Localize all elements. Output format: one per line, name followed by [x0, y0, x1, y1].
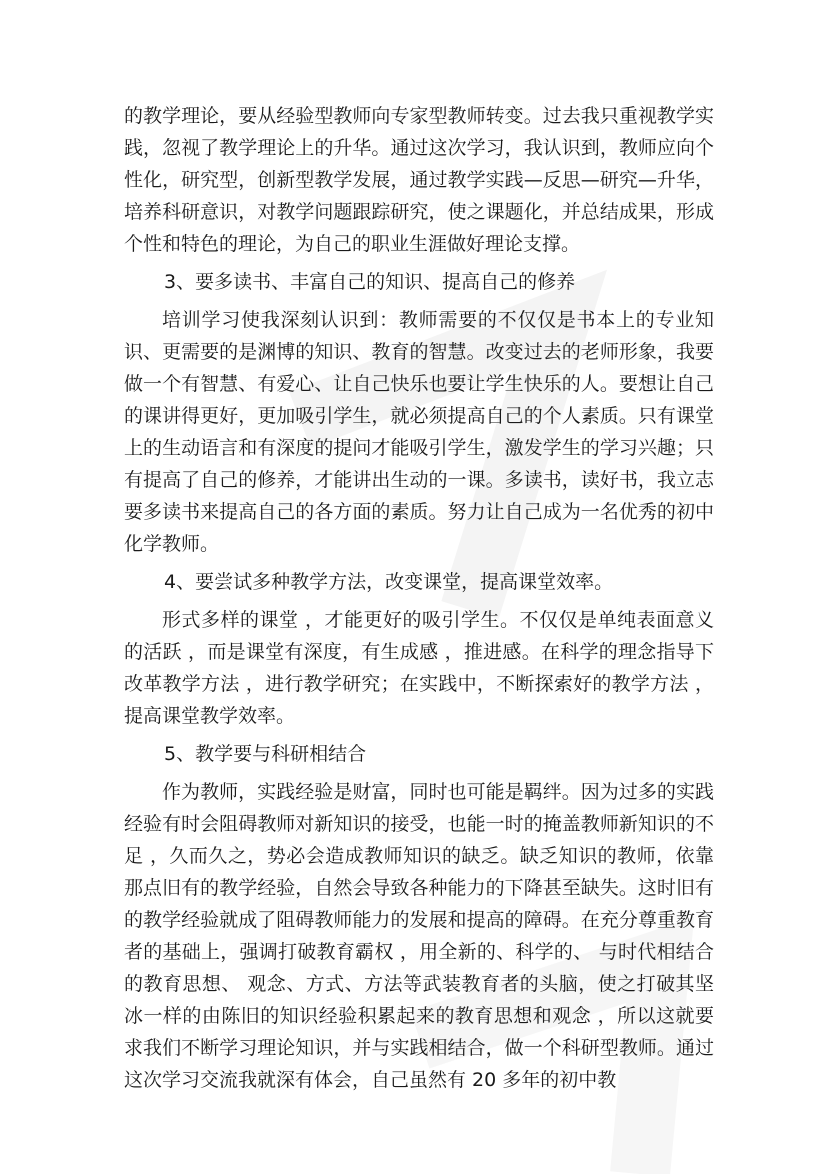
paragraph-teaching-theory: 的教学理论，要从经验型教师向专家型教师转变。过去我只重视教学实践，忽视了教学理论上的升华。通过这次学习，我认识到，教师应向个性化，研究型，创新型教学发展，通过教学实践—反思—研究—升华，培养科研意识，对教学问题跟踪研究，使之课题化，并总结成果，形成个性和特色的理论，为自己的职业生涯做好理论支撑。 — [124, 105, 714, 255]
paragraph-reading: 培训学习使我深刻认识到：教师需要的不仅仅是书本上的专业知识、更需要的是渊博的知识、教育的智慧。改变过去的老师形象，我要做一个有智慧、有爱心、让自己快乐也要让学生快乐的人。要想让自己的课讲得更好，更加吸引学生，就必须提高自己的个人素质。只有课堂上的生动语言和有深度的提问才能吸引学生，激发学生的学习兴趣；只有提高了自己的修养，才能讲出生动的一课。多读书，读好书，我立志要多读书来提高自己的各方面的素质。努力让自己成为一名优秀的初中化学教师。 — [124, 309, 714, 555]
paragraph-research: 作为教师，实践经验是财富，同时也可能是羁绊。因为过多的实践经验有时会阻碍教师对新知识的接受，也能一时的掩盖教师新知识的不足 ，久而久之，势必会造成教师知识的缺乏。缺乏知识的教师，依靠那点旧有的教学经验，自然会导致各种能力的下降甚至缺失。这时旧有的教学经验就成了阻碍教师能力的发展和提高的障碍。在充分尊重教育者的基础上，强调打破教育霸权 ，用全新的、科学的、 与时代相结合的教育思想、 观念、方式、方法等武装教育者的头脑，使之打破其坚冰一样的由陈旧的知识经验积累起来的教育思想和观念 ，所以这就要求我们不断学习理论知识，并与实践相结合，做一个科研型教师。通过这次学习交流我就深有体会，自己虽然有 20 多年的初中教 — [124, 781, 714, 1091]
document-body — [124, 100, 714, 1096]
section-heading-3: 3、要多读书、丰富自己的知识、提高自己的修养 — [164, 271, 576, 293]
section-heading-5: 5、教学要与科研相结合 — [164, 743, 367, 765]
section-heading-4: 4、要尝试多种教学方法，改变课堂，提高课堂效率。 — [164, 571, 614, 593]
paragraph-teaching-methods: 形式多样的课堂 ，才能更好的吸引学生。不仅仅是单纯表面意义的活跃 ，而是课堂有深度，有生成感 ，推进感。在科学的理念指导下改革教学方法 ，进行教学研究；在实践中，不断探索好的教学方法 ，提高课堂教学效率。 — [124, 609, 714, 727]
